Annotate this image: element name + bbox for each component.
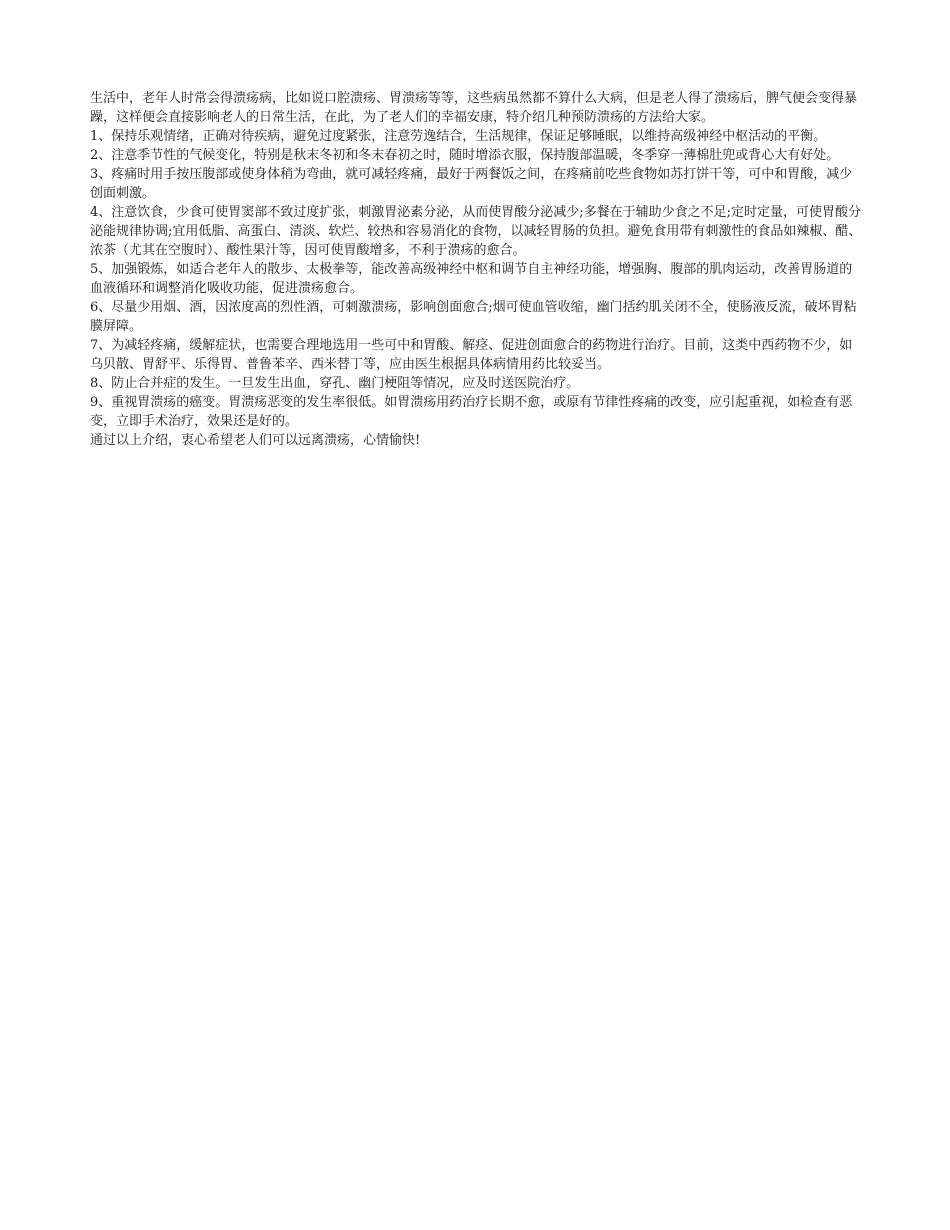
tip-2-paragraph: 2、注意季节性的气候变化，特别是秋末冬初和冬末春初之时，随时增添衣服，保持腹部温暖，冬季穿一薄棉肚兜或背心大有好处。 [90, 148, 840, 163]
tip-1-paragraph: 1、保持乐观情绪，正确对待疾病，避免过度紧张，注意劳逸结合，生活规律，保证足够睡眠，以维持高级神经中枢活动的平衡。 [90, 129, 827, 144]
tip-4-paragraph: 4、注意饮食，少食可使胃窦部不致过度扩张，刺激胃泌素分泌，从而使胃酸分泌减少;多餐在于辅助少食之不足;定时定量，可使胃酸分泌能规律协调;宜用低脂、高蛋白、清淡、软烂、较热和容易消化的食物，以减轻胃肠的负担。避免食用带有刺激性的食品如辣椒、醋、浓茶（尤其在空腹时）、酸性果汁等，因可使胃酸增多，不利于溃疡的愈合。 [90, 205, 862, 258]
closing-paragraph: 通过以上介绍，衷心希望老人们可以远离溃疡，心情愉快! [90, 433, 421, 448]
document-body [90, 89, 865, 450]
tip-7-paragraph: 7、为减轻疼痛，缓解症状，也需要合理地选用一些可中和胃酸、解痉、促进创面愈合的药物进行治疗。目前，这类中西药物不少，如乌贝散、胃舒平、乐得胃、普鲁苯辛、西米替丁等，应由医生根据具体病情用药比较妥当。 [90, 338, 853, 372]
tip-8-paragraph: 8、防止合并症的发生。一旦发生出血，穿孔、幽门梗阻等情况，应及时送医院治疗。 [90, 376, 580, 391]
tip-6-paragraph: 6、尽量少用烟、酒，因浓度高的烈性酒，可刺激溃疡，影响创面愈合;烟可使血管收缩，幽门括约肌关闭不全，使肠液反流，破坏胃粘膜屏障。 [90, 300, 857, 334]
tip-3-paragraph: 3、疼痛时用手按压腹部或使身体稍为弯曲，就可减轻疼痛，最好于两餐饭之间，在疼痛前吃些食物如苏打饼干等，可中和胃酸，减少创面刺激。 [90, 167, 853, 201]
tip-5-paragraph: 5、加强锻炼，如适合老年人的散步、太极拳等，能改善高级神经中枢和调节自主神经功能，增强胸、腹部的肌肉运动，改善胃肠道的血液循环和调整消化吸收功能，促进溃疡愈合。 [90, 262, 853, 296]
intro-paragraph: 生活中，老年人时常会得溃疡病，比如说口腔溃疡、胃溃疡等等，这些病虽然都不算什么大病，但是老人得了溃疡后，脾气便会变得暴躁，这样便会直接影响老人的日常生活，在此，为了老人们的幸福安康，特介绍几种预防溃疡的方法给大家。 [90, 91, 858, 125]
tip-9-paragraph: 9、重视胃溃疡的癌变。胃溃疡恶变的发生率很低。如胃溃疡用药治疗长期不愈，或原有节律性疼痛的改变，应引起重视，如检查有恶变，立即手术治疗，效果还是好的。 [90, 395, 853, 429]
